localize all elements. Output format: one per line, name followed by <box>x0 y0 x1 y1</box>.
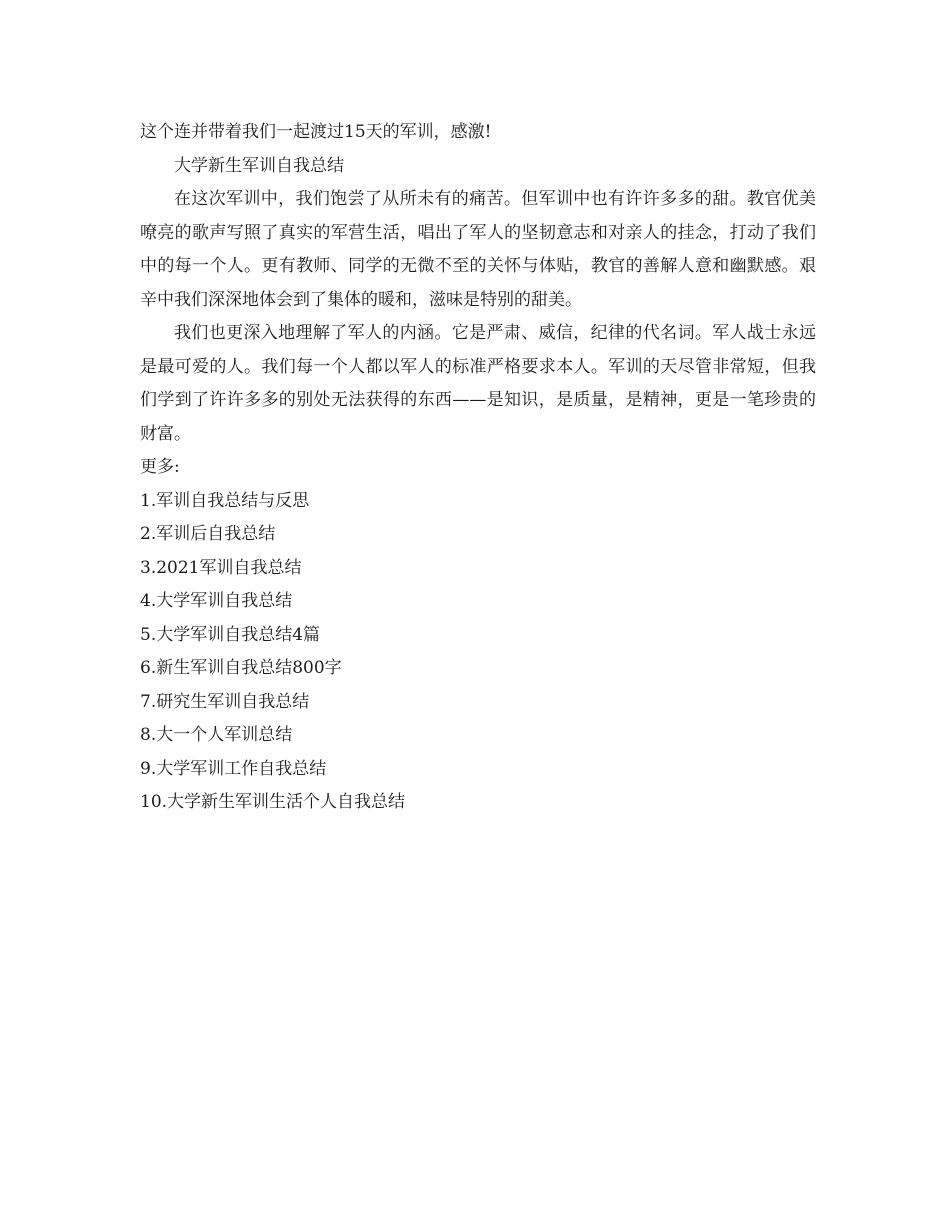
opening-line: 这个连并带着我们一起渡过15天的军训，感激! <box>140 122 492 142</box>
more-list-item[interactable]: 10.大学新生军训生活个人自我总结 <box>140 792 406 812</box>
more-list-item[interactable]: 1.军训自我总结与反思 <box>140 490 310 511</box>
more-list-item[interactable]: 8.大一个人军训总结 <box>140 725 293 745</box>
document-body <box>140 116 816 820</box>
more-list-item[interactable]: 6.新生军训自我总结800字 <box>140 658 342 678</box>
section-title: 大学新生军训自我总结 <box>174 155 344 176</box>
more-list-item[interactable]: 5.大学军训自我总结4篇 <box>140 624 321 645</box>
more-list-item[interactable]: 9.大学军训工作自我总结 <box>140 758 327 779</box>
more-list-item[interactable]: 2.军训后自我总结 <box>140 524 276 544</box>
more-list-item[interactable]: 4.大学军训自我总结 <box>140 591 293 611</box>
more-list-item[interactable]: 7.研究生军训自我总结 <box>140 691 310 712</box>
more-list <box>140 485 816 820</box>
body-paragraph: 我们也更深入地理解了军人的内涵。它是严肃、威信，纪律的代名词。军人战士永远是最可爱的人。我们每一个人都以军人的标准严格要求本人。军训的天尽管非常短，但我们学到了许许多多的别处无法获得的东西——是知识，是质量，是精神，更是一笔珍贵的财富。 <box>140 323 816 444</box>
body-paragraph: 在这次军训中，我们饱尝了从所未有的痛苦。但军训中也有许许多多的甜。教官优美嘹亮的歌声写照了真实的军营生活，唱出了军人的坚韧意志和对亲人的挂念，打动了我们中的每一个人。更有教师、同学的无微不至的关怀与体贴，教官的善解人意和幽默感。艰辛中我们深深地体会到了集体的暖和，滋味是特别的甜美。 <box>140 189 816 310</box>
more-label: 更多: <box>140 457 180 477</box>
more-list-item[interactable]: 3.2021军训自我总结 <box>140 557 302 578</box>
